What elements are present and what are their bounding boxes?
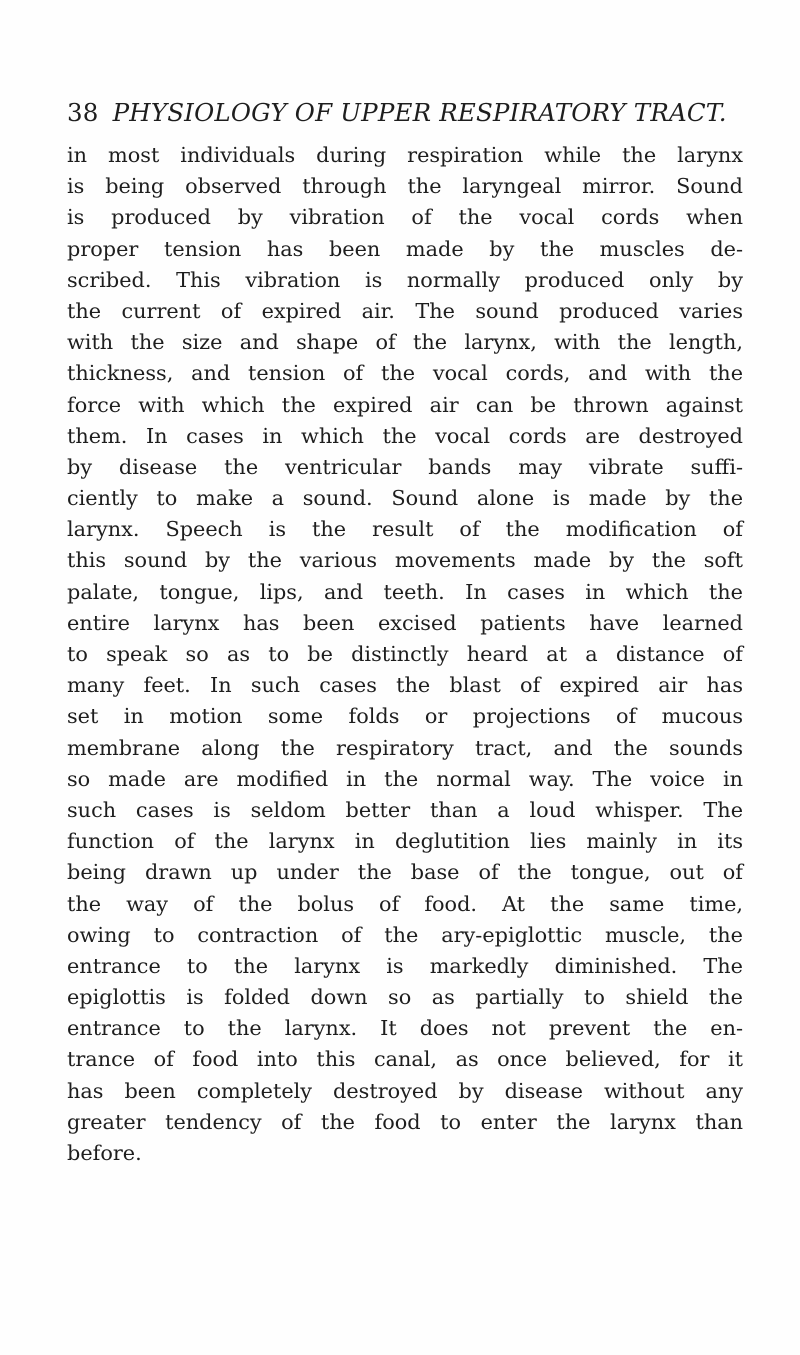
- text-line: such cases is seldom better than a loud whisper. The: [67, 797, 743, 822]
- text-line: many feet. In such cases the blast of expired air has: [67, 673, 743, 698]
- text-line: owing to contraction of the ary-epiglottic muscle, the: [67, 922, 743, 947]
- text-line: is being observed through the laryngeal mirror. Sound: [67, 174, 743, 199]
- text-line: entire larynx has been excised patients have learned: [67, 610, 743, 635]
- text-line: being drawn up under the base of the tongue, out of: [67, 860, 743, 885]
- text-line: to speak so as to be distinctly heard at a distance of: [67, 642, 743, 666]
- text-line: the way of the bolus of food. At the same time,: [67, 891, 743, 916]
- text-line: has been completely destroyed by disease without any: [67, 1078, 743, 1103]
- text-line: so made are modified in the normal way. The voice in: [67, 766, 743, 791]
- page-number: 38: [67, 98, 99, 127]
- text-line: scribed. This vibration is normally produced only by: [67, 267, 743, 292]
- text-line: by disease the ventricular bands may vibrate suffi-: [67, 454, 743, 479]
- text-line: this sound by the various movements made by the soft: [67, 548, 743, 573]
- text-line: is produced by vibration of the vocal cords when: [67, 205, 743, 230]
- text-line: entrance to the larynx. It does not prevent the en-: [67, 1016, 743, 1041]
- text-line: before.: [67, 1141, 142, 1165]
- text-line: trance of food into this canal, as once believed, for it: [67, 1047, 743, 1072]
- text-line: in most individuals during respiration while the larynx: [67, 143, 743, 167]
- text-line: larynx. Speech is the result of the modification of: [67, 517, 743, 542]
- text-line: ciently to make a sound. Sound alone is made by the: [67, 486, 743, 511]
- running-title: PHYSIOLOGY OF UPPER RESPIRATORY TRACT.: [112, 98, 727, 127]
- text-line: thickness, and tension of the vocal cords, and with the: [67, 361, 743, 386]
- text-line: with the size and shape of the larynx, with the length,: [67, 330, 743, 355]
- text-line: membrane along the respiratory tract, and the sounds: [67, 735, 743, 760]
- text-line: epiglottis is folded down so as partially to shield the: [67, 985, 743, 1010]
- text-line: set in motion some folds or projections of mucous: [67, 704, 743, 729]
- text-line: proper tension has been made by the muscles de-: [67, 236, 743, 261]
- text-line: palate, tongue, lips, and teeth. In cases in which the: [67, 579, 743, 604]
- text-line: greater tendency of the food to enter the larynx than: [67, 1109, 743, 1134]
- text-line: them. In cases in which the vocal cords are destroyed: [67, 423, 743, 448]
- running-head: [67, 95, 747, 131]
- text-line: function of the larynx in deglutition lies mainly in its: [67, 829, 743, 854]
- text-line: the current of expired air. The sound produced varies: [67, 298, 743, 323]
- body-paragraph: [67, 140, 767, 1169]
- text-line: force with which the expired air can be thrown against: [67, 392, 743, 417]
- text-line: entrance to the larynx is markedly diminished. The: [67, 953, 743, 978]
